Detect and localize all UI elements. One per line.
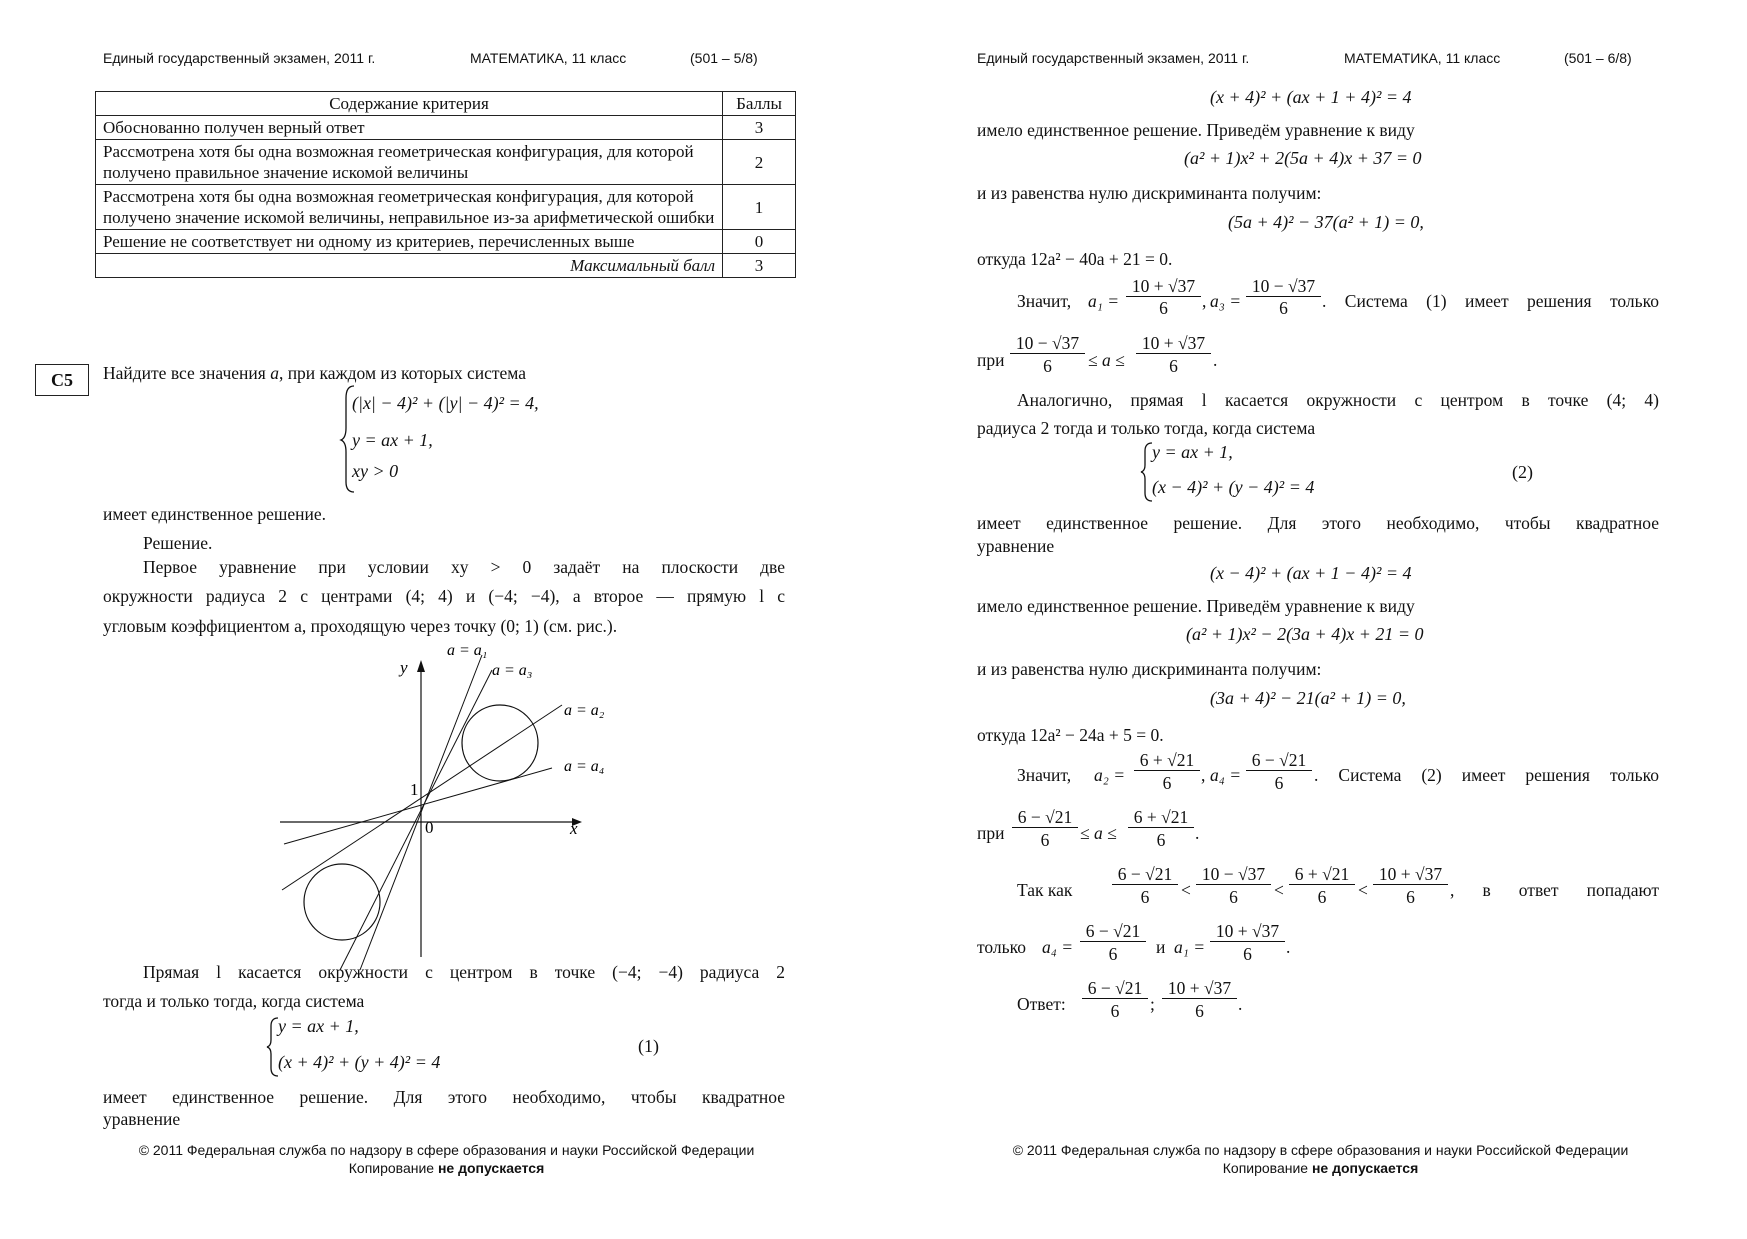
footer-line1: © 2011 Федеральная служба по надзору в сфере образования и науки Российской Федерации bbox=[1012, 1142, 1629, 1158]
tangent-figure bbox=[270, 640, 605, 960]
a3-name: a₃ = bbox=[1210, 291, 1242, 311]
criteria-header: Содержание критерия bbox=[96, 92, 723, 116]
page-left bbox=[0, 0, 873, 1239]
circle-upper-right bbox=[462, 705, 538, 781]
a4-den: 6 bbox=[1274, 773, 1284, 793]
a1-name: a₁ = bbox=[1088, 291, 1120, 311]
r14-a4-num: 6 − √21 bbox=[1080, 921, 1146, 942]
a2-name: a₂ = bbox=[1094, 765, 1126, 785]
a2-den: 6 bbox=[1162, 773, 1172, 793]
comma: , bbox=[1202, 291, 1207, 311]
r5-hi-num: 10 + √37 bbox=[1136, 333, 1211, 354]
footer bbox=[10, 1141, 883, 1177]
footer-line2 bbox=[10, 1159, 883, 1177]
c3-den: 6 bbox=[1317, 887, 1327, 907]
system1-eq2: (x + 4)² + (y + 4)² = 4 bbox=[278, 1052, 441, 1072]
table-row bbox=[96, 116, 796, 140]
p1-line1: Первое уравнение при условии xy > 0 задаёт на плоскости две bbox=[143, 557, 785, 577]
task-label: C5 bbox=[35, 364, 89, 396]
r7-line2: уравнение bbox=[977, 536, 1055, 556]
eq-e: (a² + 1)x² − 2(3a + 4)x + 21 = 0 bbox=[1186, 624, 1424, 644]
origin-label: 0 bbox=[425, 818, 434, 837]
criteria-text: Рассмотрена хотя бы одна возможная геометрическая конфигурация, для которой получено правильное значение искомой величины bbox=[96, 140, 723, 185]
table-row bbox=[96, 140, 796, 185]
a2-num: 6 + √21 bbox=[1134, 750, 1200, 771]
prompt-tail: имеет единственное решение. bbox=[103, 504, 326, 524]
system1-eq1: y = ax + 1, bbox=[278, 1016, 359, 1036]
criteria-points: 2 bbox=[723, 140, 796, 185]
r5-lo-num: 10 − √37 bbox=[1010, 333, 1085, 354]
lt3: < bbox=[1358, 880, 1368, 900]
max-label: Максимальный балл bbox=[96, 254, 723, 278]
r14-a1: a₁ = bbox=[1174, 937, 1206, 957]
line-a3 bbox=[340, 670, 492, 970]
c1-den: 6 bbox=[1140, 887, 1150, 907]
a1-den: 6 bbox=[1159, 298, 1168, 318]
semicolon: ; bbox=[1150, 994, 1155, 1014]
points-header: Баллы bbox=[723, 92, 796, 116]
eq-d: (x − 4)² + (ax + 1 − 4)² = 4 bbox=[1210, 563, 1412, 583]
a3-den: 6 bbox=[1279, 298, 1288, 318]
a4-num: 6 − √21 bbox=[1246, 750, 1312, 771]
comma2: , bbox=[1201, 765, 1206, 785]
period: . bbox=[1213, 350, 1218, 370]
c4-num: 10 + √37 bbox=[1373, 864, 1448, 885]
solution-heading: Решение. bbox=[143, 533, 213, 553]
table-row bbox=[96, 185, 796, 230]
header-code: (501 – 6/8) bbox=[1564, 50, 1632, 66]
task-prompt bbox=[103, 362, 526, 384]
criteria-points: 0 bbox=[723, 230, 796, 254]
r5-pre: при bbox=[977, 350, 1005, 370]
r7-line1: имеет единственное решение. Для этого необходимо, чтобы квадратное bbox=[977, 513, 1659, 533]
r5-lo-den: 6 bbox=[1043, 356, 1052, 376]
lt1: < bbox=[1181, 880, 1191, 900]
eq-a: (x + 4)² + (ax + 1 + 4)² = 4 bbox=[1210, 87, 1412, 107]
ans2-num: 10 + √37 bbox=[1162, 978, 1237, 999]
page-right bbox=[874, 0, 1747, 1239]
system2-eq1: y = ax + 1, bbox=[1152, 442, 1233, 462]
eq-f: (3a + 4)² − 21(a² + 1) = 0, bbox=[1210, 688, 1406, 708]
answer-label: Ответ: bbox=[1017, 994, 1066, 1014]
r14-a4-den: 6 bbox=[1108, 944, 1118, 964]
r14-and: и bbox=[1156, 937, 1166, 957]
r9: и из равенства нулю дискриминанта получим: bbox=[977, 659, 1322, 679]
r14-a4: a₄ = bbox=[1042, 937, 1074, 957]
eq-c: (5a + 4)² − 37(a² + 1) = 0, bbox=[1228, 212, 1424, 232]
r12-hi-den: 6 bbox=[1156, 830, 1166, 850]
header-exam: Единый государственный экзамен, 2011 г. bbox=[103, 50, 376, 66]
criteria-text: Решение не соответствует ни одному из критериев, перечисленных выше bbox=[96, 230, 723, 254]
a3-num: 10 − √37 bbox=[1246, 276, 1321, 297]
p1-line3: угловым коэффициентом a, проходящую через точку (0; 1) (см. рис.). bbox=[103, 616, 618, 636]
y-arrow-icon bbox=[417, 660, 425, 672]
system2-number: (2) bbox=[1512, 462, 1533, 482]
a1-num: 10 + √37 bbox=[1126, 276, 1201, 297]
table-header-row bbox=[96, 92, 796, 116]
r11-pre: Значит, bbox=[1017, 765, 1072, 785]
ans2-den: 6 bbox=[1195, 1001, 1204, 1021]
header-subject: МАТЕМАТИКА, 11 класс bbox=[1344, 50, 1501, 66]
max-points: 3 bbox=[723, 254, 796, 278]
p3-line1: имеет единственное решение. Для этого необходимо, чтобы квадратное bbox=[103, 1087, 785, 1107]
a1-label: a = a₁ bbox=[447, 642, 488, 659]
copy-bold: не допускается bbox=[1311, 1160, 1419, 1176]
copy-bold: не допускается bbox=[437, 1160, 545, 1176]
criteria-text: Рассмотрена хотя бы одна возможная геометрическая конфигурация, для которой получено значение искомой величины, неправильное из-за арифметической ошибки bbox=[96, 185, 723, 230]
r10: откуда 12a² − 24a + 5 = 0. bbox=[977, 725, 1164, 745]
r12-mid: ≤ a ≤ bbox=[1080, 823, 1117, 843]
footer-line1: © 2011 Федеральная служба по надзору в сфере образования и науки Российской Федерации bbox=[138, 1142, 755, 1158]
one-label: 1 bbox=[410, 780, 419, 799]
table-row bbox=[96, 230, 796, 254]
r4-post: . Система (1) имеет решения только bbox=[1322, 291, 1659, 311]
c1-num: 6 − √21 bbox=[1112, 864, 1178, 885]
a4-name: a₄ = bbox=[1210, 765, 1242, 785]
r4-pre: Значит, bbox=[1017, 291, 1072, 311]
lt2: < bbox=[1274, 880, 1284, 900]
r12-hi-num: 6 + √21 bbox=[1128, 807, 1194, 828]
prompt-start: Найдите все значения bbox=[103, 363, 266, 383]
table-max-row bbox=[96, 254, 796, 278]
p1-line2: окружности радиуса 2 с центрами (4; 4) и (−4; −4), а второе — прямую l с bbox=[103, 586, 785, 606]
p3-line2: уравнение bbox=[103, 1109, 181, 1129]
r14-a1-num: 10 + √37 bbox=[1210, 921, 1285, 942]
c2-num: 10 − √37 bbox=[1196, 864, 1271, 885]
r11-post: . Система (2) имеет решения только bbox=[1314, 765, 1659, 785]
header-subject: МАТЕМАТИКА, 11 класс bbox=[470, 50, 627, 66]
r13-post: , в ответ попадают bbox=[1450, 880, 1659, 900]
line-a2 bbox=[282, 705, 562, 890]
a3-label: a = a₃ bbox=[492, 662, 533, 679]
r6-line1: Аналогично, прямая l касается окружности с центром в точке (4; 4) bbox=[1017, 390, 1659, 410]
circle-lower-left bbox=[304, 864, 380, 940]
r14-pre: только bbox=[977, 937, 1027, 957]
r2: и из равенства нулю дискриминанта получим: bbox=[977, 183, 1322, 203]
c4-den: 6 bbox=[1406, 887, 1415, 907]
p2-line1: Прямая l касается окружности с центром в точке (−4; −4) радиуса 2 bbox=[143, 962, 785, 982]
r12-lo-num: 6 − √21 bbox=[1012, 807, 1078, 828]
system-eq3: xy > 0 bbox=[352, 461, 399, 481]
period3: . bbox=[1286, 937, 1291, 957]
footer-line2 bbox=[884, 1159, 1747, 1177]
y-label: y bbox=[400, 658, 408, 677]
a4-label: a = a₄ bbox=[564, 758, 605, 775]
footer bbox=[884, 1141, 1747, 1177]
copy-pre: Копирование bbox=[348, 1160, 435, 1176]
r14-a1-den: 6 bbox=[1243, 944, 1252, 964]
ans1-num: 6 − √21 bbox=[1082, 978, 1148, 999]
x-label: x bbox=[570, 819, 578, 838]
p2-line2: тогда и только тогда, когда система bbox=[103, 991, 365, 1011]
r12-lo-den: 6 bbox=[1040, 830, 1050, 850]
prompt-end: , при каждом из которых система bbox=[278, 363, 527, 383]
system2-eq2: (x − 4)² + (y − 4)² = 4 bbox=[1152, 477, 1315, 497]
system-eq1: (|x| − 4)² + (|y| − 4)² = 4, bbox=[352, 393, 539, 413]
criteria-text: Обоснованно получен верный ответ bbox=[96, 116, 723, 140]
r6-line2: радиуса 2 тогда и только тогда, когда система bbox=[977, 418, 1316, 438]
criteria-points: 3 bbox=[723, 116, 796, 140]
c3-num: 6 + √21 bbox=[1289, 864, 1355, 885]
r1: имело единственное решение. Приведём уравнение к виду bbox=[977, 120, 1415, 140]
criteria-points: 1 bbox=[723, 185, 796, 230]
prompt-var: a bbox=[270, 363, 279, 383]
r8: имело единственное решение. Приведём уравнение к виду bbox=[977, 596, 1415, 616]
r5-mid: ≤ a ≤ bbox=[1088, 350, 1125, 370]
header-exam: Единый государственный экзамен, 2011 г. bbox=[977, 50, 1250, 66]
period4: . bbox=[1238, 994, 1243, 1014]
r5-hi-den: 6 bbox=[1169, 356, 1178, 376]
system-eq2: y = ax + 1, bbox=[352, 430, 433, 450]
r3: откуда 12a² − 40a + 21 = 0. bbox=[977, 249, 1173, 269]
r12-pre: при bbox=[977, 823, 1005, 843]
period2: . bbox=[1195, 823, 1200, 843]
copy-pre: Копирование bbox=[1222, 1160, 1309, 1176]
header-code: (501 – 5/8) bbox=[690, 50, 758, 66]
r13-pre: Так как bbox=[1017, 880, 1073, 900]
c2-den: 6 bbox=[1229, 887, 1238, 907]
eq-b: (a² + 1)x² + 2(5a + 4)x + 37 = 0 bbox=[1184, 148, 1422, 168]
criteria-table bbox=[95, 91, 796, 278]
system1-number: (1) bbox=[638, 1036, 659, 1056]
ans1-den: 6 bbox=[1110, 1001, 1120, 1021]
a2-label: a = a₂ bbox=[564, 702, 605, 719]
